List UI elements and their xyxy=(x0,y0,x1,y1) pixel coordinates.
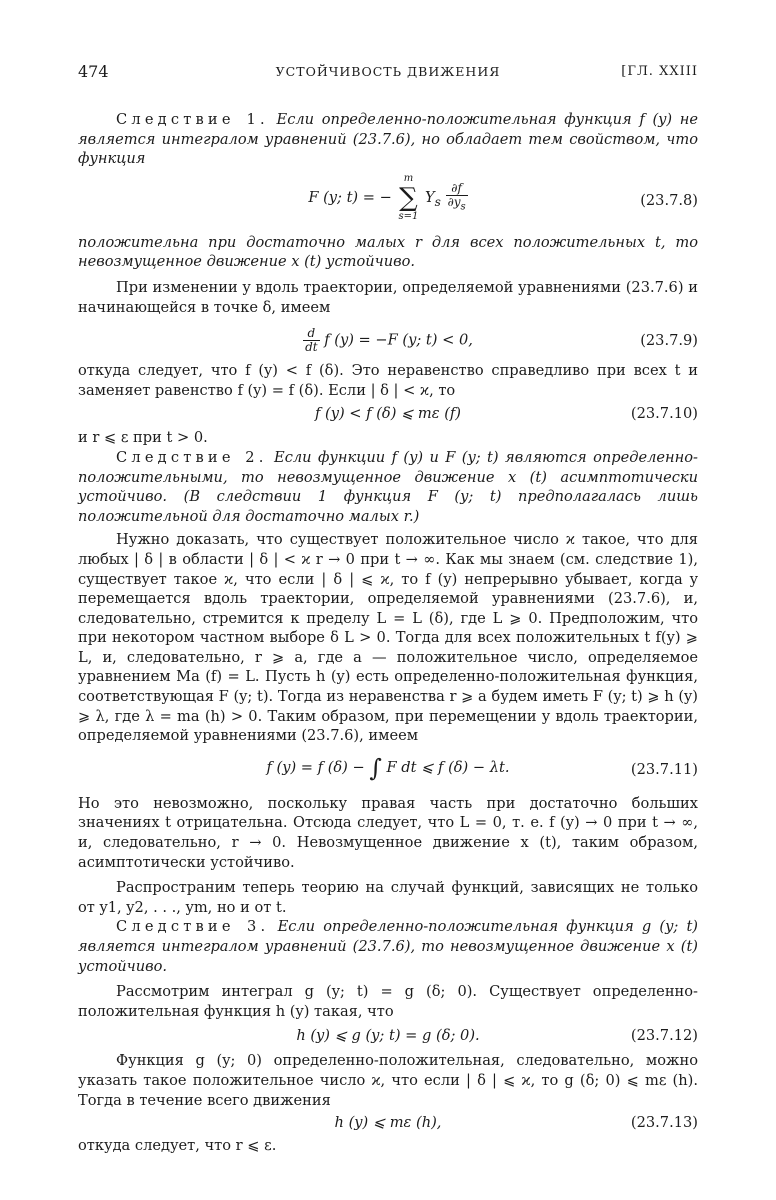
chapter-label: [ГЛ. XXIII xyxy=(621,64,698,79)
equation-23-7-13 xyxy=(78,1110,698,1136)
eq8-lhs: F (y; t) = − xyxy=(308,188,392,206)
corollary-1-continuation: положительна при достаточно малых r для всех положительных t, то невозмущенное движение x (t) устойчиво. xyxy=(78,233,698,271)
paragraph-2: откуда следует, что f (y) < f (δ). Это неравенство справедливо при всех t и заменяет равенство f (y) = f (δ). Если | δ | < ϰ, то xyxy=(78,362,698,399)
paragraph-7: Рассмотрим интеграл g (y; t) = g (δ; 0). Существует определенно-положительная функция h (y) такая, что xyxy=(78,983,698,1020)
running-title: УСТОЙЧИВОСТЬ ДВИЖЕНИЯ xyxy=(275,64,501,79)
paragraph-1: При изменении y вдоль траектории, определяемой уравнениями (23.7.6) и начинающейся в точке δ, имеем xyxy=(78,278,698,316)
eq10-body: f (y) < f (δ) ⩽ mε (f) xyxy=(315,405,461,423)
equation-23-7-9 xyxy=(78,317,698,361)
corollary-2-heading: Следствие 2. xyxy=(116,448,268,466)
page-number: 474 xyxy=(78,62,109,81)
equation-23-7-8 xyxy=(78,169,698,233)
sum-symbol: m ∑ s=1 xyxy=(398,172,419,222)
corollary-2-text: Если функции f (y) и F (y; t) являются определенно-положительными, то невозмущенное движение x (t) асимптотически устойчиво. (В следствии 1 функция F (y; t) предполагалась лишь положительной для достаточно малых r.) xyxy=(78,448,698,525)
eq11-left: f (y) = f (δ) − xyxy=(266,758,365,776)
eq10-number: (23.7.10) xyxy=(630,405,698,423)
paragraph-4: Нужно доказать, что существует положительное число ϰ такое, что для любых | δ | в области | δ | < ϰ r → 0 при t → ∞. Как мы знаем (см. следствие 1), существует такое ϰ, что если | δ | ⩽ ϰ, то f (y) непрерывно убывает, когда y перемещается вдоль траектории, определяемой уравнениями (23.7.6), и, следовательно, стремится к пределу L = L (δ), где L ⩾ 0. Предположим, что при некотором частном выборе δ L > 0. Тогда для всех положительных t f(y) ⩾ L, и, следовательно, r ⩾ a, где a — положительное число, определяемое уравнением Ma (f) = L. Пусть h (y) есть определенно-положительная функция, соответствующая F (y; t). Тогда из неравенства r ⩾ a будем иметь F (y; t) ⩾ h (y) ⩾ λ, где λ = ma (h) > 0. Таким образом, при перемещении y вдоль траектории, определяемой уравнениями (23.7.6), имеем xyxy=(78,531,698,745)
eq8-term: $Y_s$ xyxy=(425,188,441,209)
eq13-number: (23.7.13) xyxy=(630,1114,698,1132)
eq12-body: h (y) ⩽ g (y; t) = g (δ; 0). xyxy=(296,1027,480,1045)
corollary-2 xyxy=(78,448,698,526)
paragraph-8: Функция g (y; 0) определенно-положительная, следовательно, можно указать такое положительное число ϰ, что если | δ | ⩽ ϰ, то g (δ; 0) ⩽ mε (h). Тогда в течение всего движения xyxy=(78,1052,698,1109)
corollary-1-heading: Следствие 1. xyxy=(116,111,269,128)
book-page xyxy=(78,62,698,1156)
paragraph-6: Распространим теперь теорию на случай функций, зависящих не только от y1, y2, . . ., ym, но и от t. xyxy=(78,879,698,916)
eq8-fraction: $\frac{\partial f}{\partial y_s}$ xyxy=(447,181,466,213)
eq9-rhs: f (y) = −F (y; t) < 0, xyxy=(324,331,473,349)
eq13-body: h (y) ⩽ mε (h), xyxy=(334,1114,442,1132)
paragraph-9: откуда следует, что r ⩽ ε. xyxy=(78,1137,277,1155)
paragraph-5: Но это невозможно, поскольку правая часть при достаточно больших значениях t отрицательна. Отсюда следует, что L = 0, т. е. f (y) → 0 при t → ∞, и, следовательно, r → 0. Невозмущенное движение x (t), таким образом, асимптотически устойчиво. xyxy=(78,794,698,871)
equation-23-7-10 xyxy=(78,400,698,428)
eq8-number: (23.7.8) xyxy=(640,191,698,209)
equation-23-7-11 xyxy=(78,746,698,794)
sum-upper-limit: m xyxy=(403,172,414,184)
eq11-right: F dt ⩽ f (δ) − λt. xyxy=(386,758,510,776)
eq9-number: (23.7.9) xyxy=(640,332,698,350)
corollary-3 xyxy=(78,917,698,976)
corollary-3-text: Если определенно-положительная функция g (y; t) является интегралом уравнений (23.7.6), то невозмущенное движение x (t) устойчиво. xyxy=(78,918,698,975)
integral-sign: ∫ xyxy=(369,753,382,782)
corollary-3-heading: Следствие 3. xyxy=(116,918,270,936)
equation-23-7-12 xyxy=(78,1021,698,1051)
paragraph-3: и r ⩽ ε при t > 0. xyxy=(78,429,208,447)
eq11-number: (23.7.11) xyxy=(630,760,698,778)
eq12-number: (23.7.12) xyxy=(630,1027,698,1045)
page-header xyxy=(78,62,698,84)
sum-lower-limit: s=1 xyxy=(398,210,419,222)
corollary-1 xyxy=(78,110,698,169)
eq9-fraction: $\frac{d}{dt}$ xyxy=(305,326,318,355)
corollary-1-text: Если определенно-положительная функция f (y) не является интегралом уравнений (23.7.6), но обладает тем свойством, что функция xyxy=(78,111,698,168)
